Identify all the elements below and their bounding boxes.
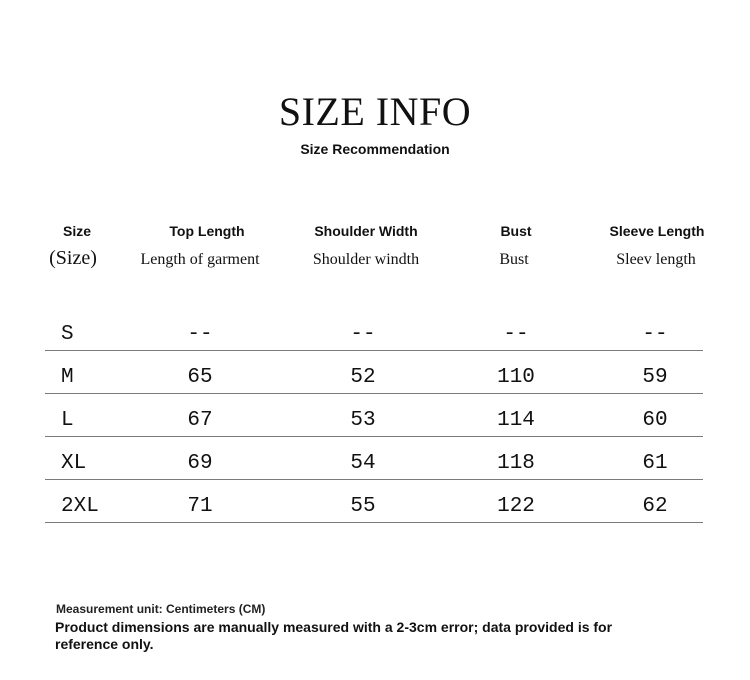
cell-size: S — [61, 323, 74, 346]
cell-size: XL — [61, 452, 87, 475]
cell-size: L — [61, 409, 74, 432]
cell-bust: 122 — [497, 495, 535, 518]
header-size-sub: (Size) — [49, 247, 97, 269]
cell-sleeve-length: 59 — [642, 366, 668, 389]
header-sleeve-length: Sleeve Length — [609, 223, 705, 239]
table-row — [45, 479, 703, 523]
cell-shoulder-width: 52 — [350, 366, 376, 389]
table-row — [45, 307, 703, 351]
cell-top-length: 71 — [187, 495, 213, 518]
cell-shoulder-width: 54 — [350, 452, 376, 475]
cell-bust: 114 — [497, 409, 535, 432]
header-sleeve-length-sub: Sleev length — [616, 251, 696, 268]
table-row — [45, 350, 703, 394]
table-row — [45, 393, 703, 437]
header-shoulder-width-sub: Shoulder windth — [312, 251, 420, 268]
cell-size: M — [61, 366, 74, 389]
cell-sleeve-length: 62 — [642, 495, 668, 518]
header-bust-sub: Bust — [499, 251, 529, 268]
header-shoulder-width: Shoulder Width — [314, 223, 418, 239]
page-subtitle: Size Recommendation — [300, 141, 450, 157]
page-title: SIZE INFO — [278, 89, 472, 134]
cell-shoulder-width: 55 — [350, 495, 376, 518]
cell-sleeve-length: 61 — [642, 452, 668, 475]
cell-sleeve-length: 60 — [642, 409, 668, 432]
cell-shoulder-width: 53 — [350, 409, 376, 432]
cell-bust: -- — [503, 323, 529, 346]
header-bust: Bust — [500, 223, 532, 239]
table-row — [45, 436, 703, 480]
cell-size: 2XL — [61, 495, 99, 518]
cell-top-length: 65 — [187, 366, 213, 389]
cell-top-length: 67 — [187, 409, 213, 432]
header-top-length: Top Length — [169, 223, 245, 239]
cell-bust: 110 — [497, 366, 535, 389]
measurement-disclaimer: Product dimensions are manually measured with a 2-3cm error; data provided is for reference only. — [55, 619, 613, 652]
cell-shoulder-width: -- — [350, 323, 376, 346]
cell-top-length: -- — [187, 323, 213, 346]
cell-top-length: 69 — [187, 452, 213, 475]
header-size: Size — [62, 223, 91, 239]
cell-sleeve-length: -- — [642, 323, 668, 346]
header-top-length-sub: Length of garment — [140, 251, 260, 268]
cell-bust: 118 — [497, 452, 535, 475]
measurement-unit-note: Measurement unit: Centimeters (CM) — [56, 602, 266, 616]
